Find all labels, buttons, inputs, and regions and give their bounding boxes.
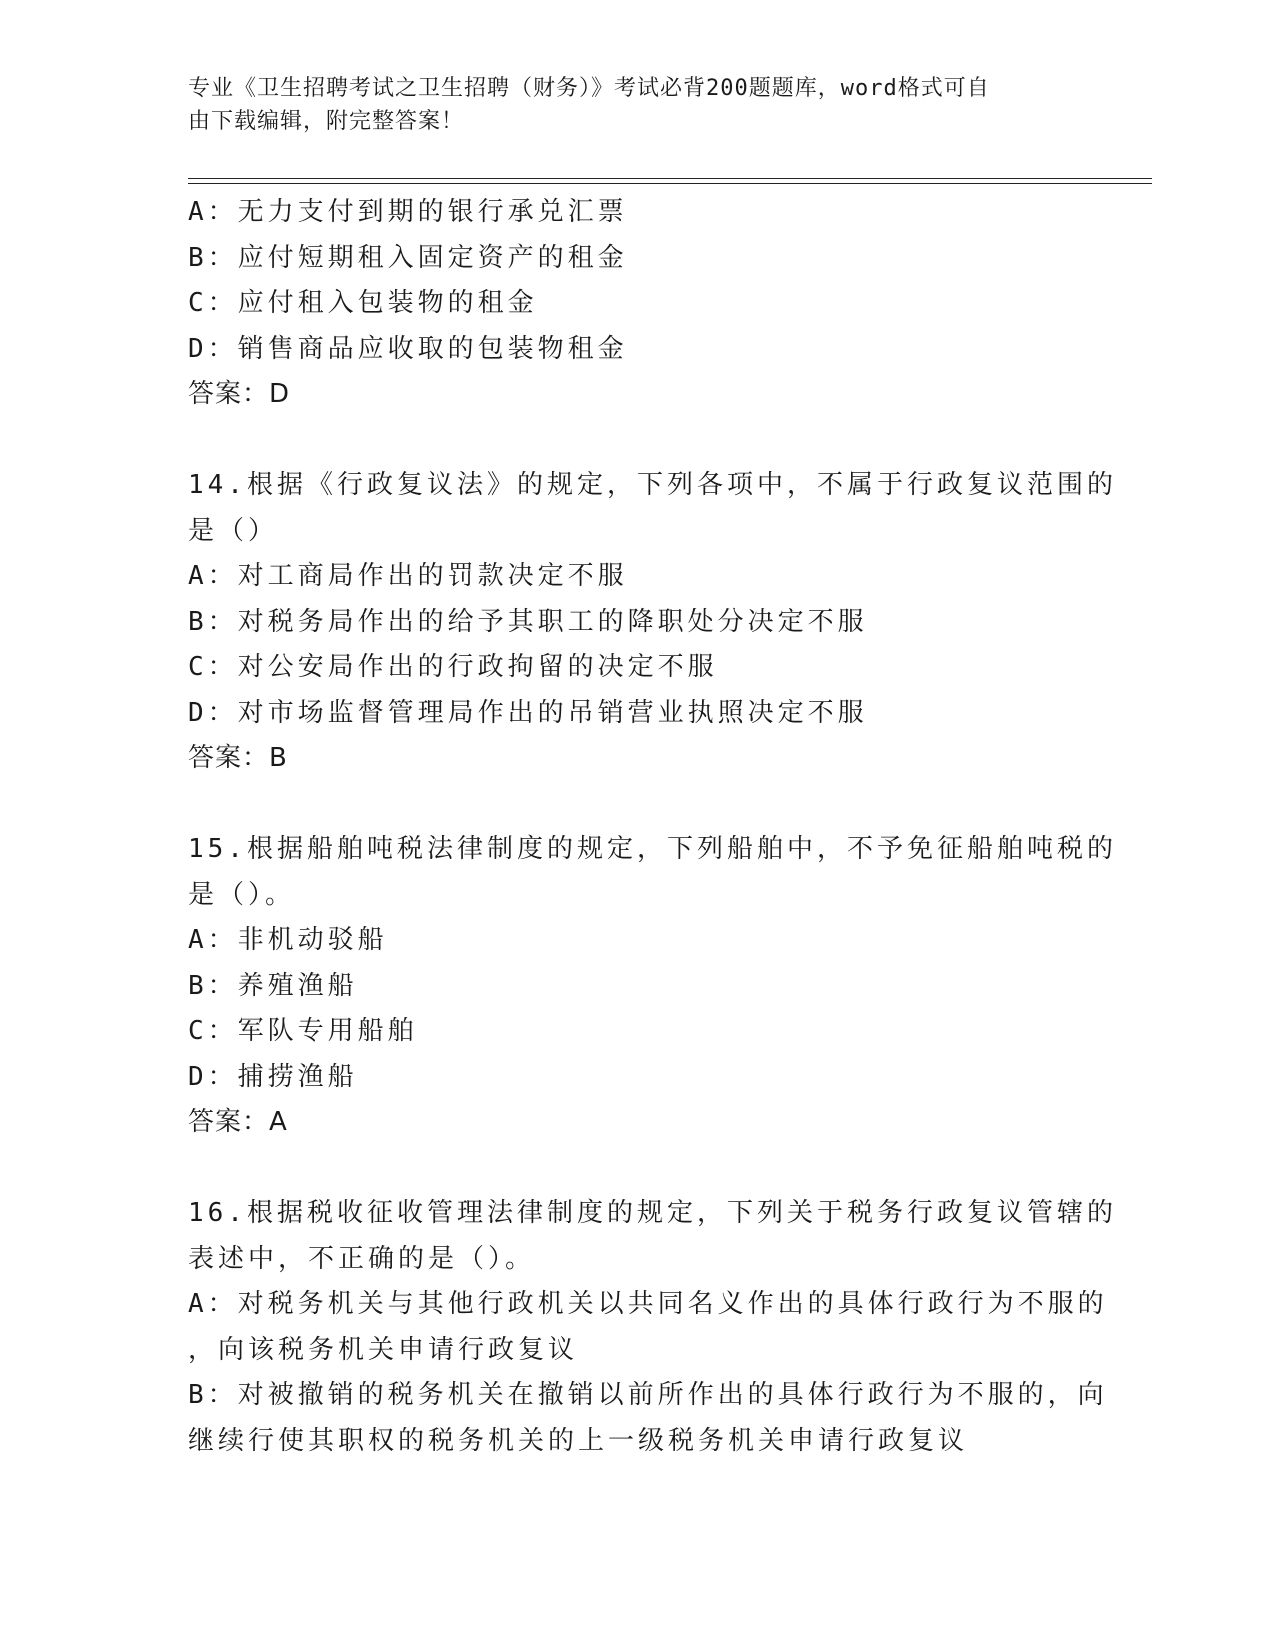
option-d: D：捕捞渔船 — [188, 1061, 358, 1092]
spacer — [188, 782, 1088, 828]
option-b-continued: 继续行使其职权的税务机关的上一级税务机关申请行政复议 — [188, 1425, 969, 1456]
option-b: B：对税务局作出的给予其职工的降职处分决定不服 — [188, 606, 868, 637]
option-b: B：应付短期租入固定资产的租金 — [188, 242, 628, 273]
question-text-line: 是（）。 — [188, 879, 296, 910]
spacer — [188, 1146, 1088, 1192]
question-block-13 — [188, 190, 1088, 418]
question-text-line: 16.根据税收征收管理法律制度的规定，下列关于税务行政复议管辖的 — [188, 1198, 1117, 1228]
question-list — [188, 190, 1117, 1464]
header-line-1: 专业《卫生招聘考试之卫生招聘（财务）》考试必背200题题库，word格式可自 — [188, 76, 990, 101]
option-c: C：对公安局作出的行政拘留的决定不服 — [188, 652, 718, 682]
option-a: A：对税务机关与其他行政机关以共同名义作出的具体行政行为不服的 — [188, 1289, 1108, 1319]
question-block-14 — [188, 463, 1117, 782]
document-header — [188, 72, 1068, 138]
option-d: D：对市场监督管理局作出的吊销营业执照决定不服 — [188, 697, 868, 728]
option-b: B：对被撤销的税务机关在撤销以前所作出的具体行政行为不服的，向 — [188, 1380, 1108, 1410]
option-a: A：对工商局作出的罚款决定不服 — [188, 561, 628, 591]
question-text-line: 15.根据船舶吨税法律制度的规定，下列船舶中，不予免征船舶吨税的 — [188, 834, 1117, 864]
option-a-continued: ，向该税务机关申请行政复议 — [188, 1334, 579, 1365]
option-d: D：销售商品应收取的包装物租金 — [188, 333, 628, 364]
question-text-line: 是（） — [188, 515, 279, 546]
header-divider — [188, 178, 1152, 184]
answer-line: 答案：A — [188, 1107, 288, 1137]
question-text-line: 表述中，不正确的是（）。 — [188, 1243, 536, 1274]
question-text-line: 14.根据《行政复议法》的规定，下列各项中，不属于行政复议范围的 — [188, 470, 1117, 500]
answer-line: 答案：D — [188, 379, 291, 409]
option-c: C：应付租入包装物的租金 — [188, 288, 538, 318]
option-c: C：军队专用船舶 — [188, 1016, 418, 1046]
question-block-16 — [188, 1191, 1117, 1464]
question-block-15 — [188, 827, 1117, 1146]
answer-line: 答案：B — [188, 743, 288, 773]
option-a: A：无力支付到期的银行承兑汇票 — [188, 197, 628, 227]
spacer — [188, 418, 1088, 464]
option-a: A：非机动驳船 — [188, 925, 388, 955]
option-b: B：养殖渔船 — [188, 970, 358, 1001]
header-line-2: 由下载编辑，附完整答案！ — [188, 109, 465, 134]
